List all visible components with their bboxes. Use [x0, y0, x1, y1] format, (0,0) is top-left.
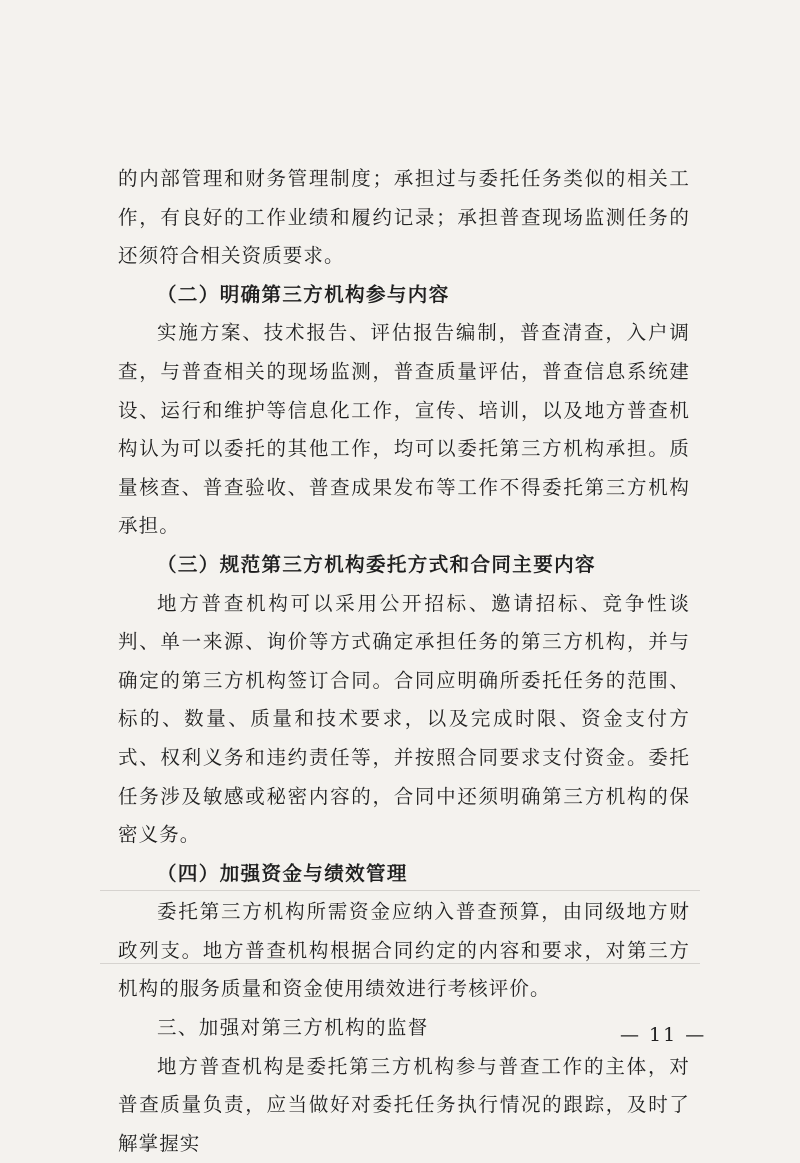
- paragraph: 委托第三方机构所需资金应纳入普查预算，由同级地方财政列支。地方普查机构根据合同约定的内容和要求，对第三方机构的服务质量和资金使用绩效进行考核评价。: [118, 900, 690, 1001]
- page-number: — 11 —: [620, 1024, 707, 1046]
- subheading-3: （三）规范第三方机构委托方式和合同主要内容: [157, 552, 596, 576]
- paragraph-continued: 的内部管理和财务管理制度；承担过与委托任务类似的相关工作，有良好的工作业绩和履约记录；承担普查现场监测任务的还须符合相关资质要求。: [118, 167, 690, 268]
- section-heading: 三、加强对第三方机构的监督: [157, 1016, 429, 1040]
- paragraph: 实施方案、技术报告、评估报告编制，普查清查，入户调查，与普查相关的现场监测，普查质量评估，普查信息系统建设、运行和维护等信息化工作，宣传、培训，以及地方普查机构认为可以委托的其他工作，均可以委托第三方机构承担。质量核查、普查验收、普查成果发布等工作不得委托第三方机构承担。: [118, 321, 690, 538]
- subheading-4: （四）加强资金与绩效管理: [157, 861, 408, 885]
- paragraph: 地方普查机构可以采用公开招标、邀请招标、竞争性谈判、单一来源、询价等方式确定承担任务的第三方机构，并与确定的第三方机构签订合同。合同应明确所委托任务的范围、标的、数量、质量和技术要求，以及完成时限、资金支付方式、权利义务和违约责任等，并按照合同要求支付资金。委托任务涉及敏感或秘密内容的，合同中还须明确第三方机构的保密义务。: [118, 591, 690, 847]
- document-body: [118, 160, 690, 1163]
- subheading-2: （二）明确第三方机构参与内容: [157, 282, 450, 306]
- paragraph: 地方普查机构是委托第三方机构参与普查工作的主体，对普查质量负责，应当做好对委托任务执行情况的跟踪，及时了解掌握实: [118, 1054, 690, 1155]
